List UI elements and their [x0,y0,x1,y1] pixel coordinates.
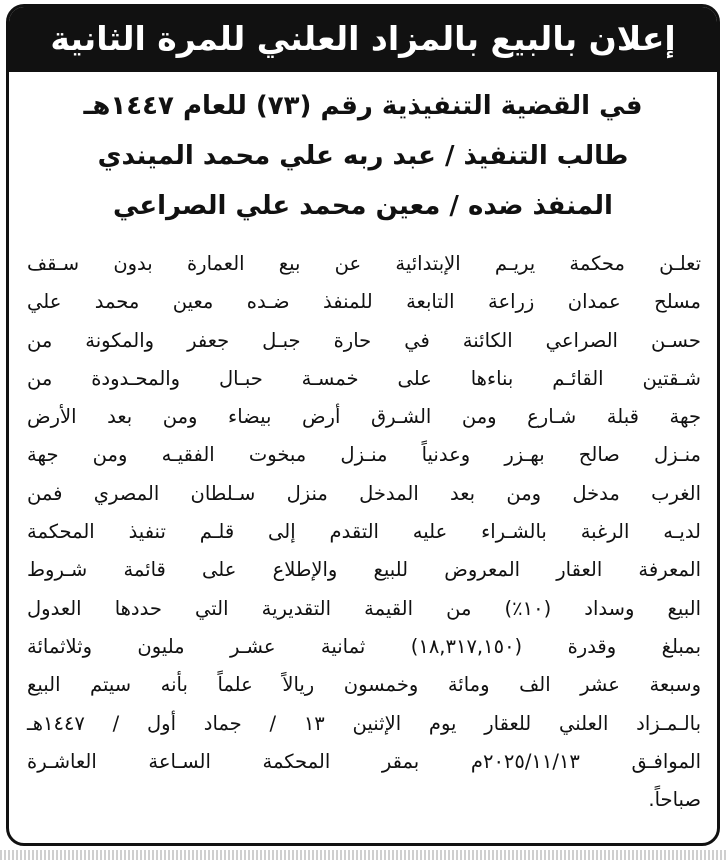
body-line: لديـه الرغبة بالشـراء عليه التقدم إلى قلـم تنفيذ المحكمة [27,520,701,544]
body-line: الموافـق ٢٠٢٥/١١/١٣م بمقر المحكمة السـاعة العاشـرة [27,749,701,773]
ad-title: إعلان بالبيع بالمزاد العلني للمرة الثانية [50,18,676,58]
body-line: البيع وسداد (١٠٪) من القيمة التقديرية التي حددها العدول [27,596,702,620]
body-line: جهة قبلة شـارع ومن الشـرق أرض بيضاء ومن بعد الأرض [27,405,701,429]
defendant-line: المنفذ ضده / معين محمد علي الصراعي [113,191,613,221]
body-line: بمبلغ وقدرة (١٨,٣١٧,١٥٠) ثمانية عشـر مليون وثلاثمائة [27,634,702,658]
case-number-line: في القضية التنفيذية رقم (٧٣) للعام ١٤٤٧هـ [83,91,643,121]
body-line: وسبعة عشر الف ومائة وخمسون ريالاً علماً بأنه سيتم البيع [27,673,701,697]
body-line: الغرب مدخل ومن بعد المدخل منزل سـلطان المصري فمن [27,481,701,505]
body-line-closing: صباحاً. [648,788,701,812]
case-heading [9,81,717,231]
page-edge-rule [0,850,728,860]
title-banner [9,7,717,72]
body-line: المعرفة العقار المعروض للبيع والإطلاع على قائمة شـروط [27,558,701,582]
body-line: منـزل صالح بهـزر وعدنياً منـزل مبخوت الفقيـه ومن جهة [27,443,701,467]
body-line: بالـمـزاد العلني للعقار يوم الإثنين ١٣ / جماد أول / ١٤٤٧هـ [27,711,702,735]
claimant-line: طالب التنفيذ / عبد ربه علي محمد الميندي [97,141,629,171]
announcement-body [27,245,701,819]
body-line: حسـن الصراعي الكائنة في حارة جبـل جعفر والمكونة من [27,328,701,352]
body-line: مسلح عمدان زراعة التابعة للمنفذ ضـده معين محمد علي [27,290,701,314]
body-line: شـقتين القائـم بناءها على خمسـة حبـال والمحـدودة من [27,366,701,390]
body-line: تعلـن محكمة يريـم الإبتدائية عن بيع العمارة بدون سـقف [27,252,701,275]
advertisement-frame [6,4,720,846]
